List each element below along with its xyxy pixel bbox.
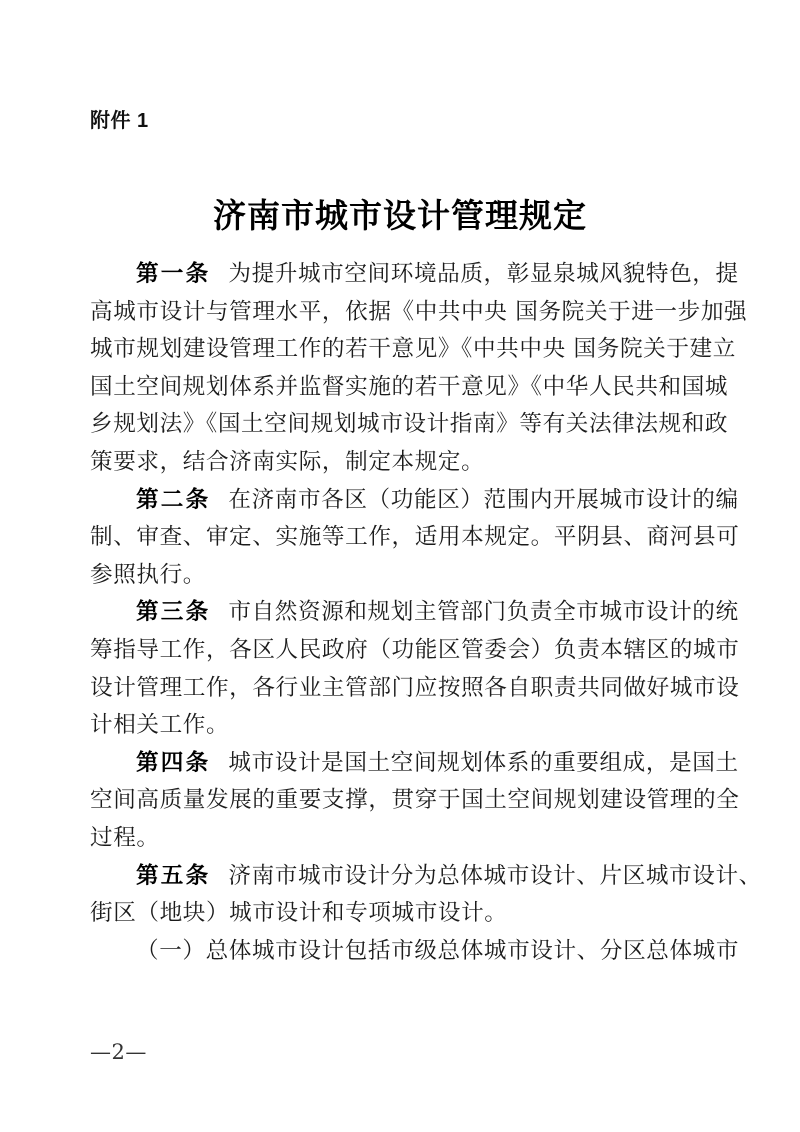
document-text-line: 高城市设计与管理水平，依据《中共中央 国务院关于进一步加强 bbox=[90, 298, 748, 325]
article-label: 第四条 bbox=[136, 749, 211, 776]
document-text-line: 制、审查、审定、实施等工作，适用本规定。平阴县、商河县可 bbox=[90, 524, 740, 551]
article-text: 在济南市各区（功能区）范围内开展城市设计的编 bbox=[228, 486, 739, 513]
document-text-line bbox=[90, 594, 739, 632]
document-text-line: 筹指导工作，各区人民政府（功能区管委会）负责本辖区的城市 bbox=[90, 636, 740, 663]
document-text-line: 街区（地块）城市设计和专项城市设计。 bbox=[90, 900, 508, 927]
document-text-line: 乡规划法》《国土空间规划城市设计指南》等有关法律法规和政 bbox=[90, 411, 729, 438]
document-body bbox=[90, 256, 762, 970]
attachment-label: 附件 1 bbox=[90, 110, 149, 132]
article-label: 第五条 bbox=[136, 862, 211, 889]
document-text-line: 策要求，结合济南实际，制定本规定。 bbox=[90, 448, 485, 475]
article-label: 第一条 bbox=[136, 261, 211, 287]
document-text-line: （一）总体城市设计包括市级总体城市设计、分区总体城市 bbox=[136, 937, 740, 964]
document-text-line: 国土空间规划体系并监督实施的若干意见》《中华人民共和国城 bbox=[90, 373, 729, 400]
page-number-footer: —2— bbox=[90, 1040, 147, 1064]
document-text-line: 过程。 bbox=[90, 824, 160, 851]
document-text-line: 城市规划建设管理工作的若干意见》《中共中央 国务院关于建立 bbox=[90, 336, 736, 363]
article-text: 为提升城市空间环境品质，彰显泉城风貌特色，提 bbox=[228, 261, 739, 287]
document-text-line bbox=[90, 256, 739, 294]
article-label: 第三条 bbox=[136, 599, 211, 626]
document-text-line bbox=[90, 858, 762, 896]
document-text-line bbox=[90, 482, 739, 520]
document-text-line: 空间高质量发展的重要支撑，贯穿于国土空间规划建设管理的全 bbox=[90, 787, 740, 814]
page-title: 济南市城市设计管理规定 bbox=[213, 196, 587, 236]
article-label: 第二条 bbox=[136, 486, 211, 513]
document-text-line: 参照执行。 bbox=[90, 561, 206, 588]
document-text-line: 计相关工作。 bbox=[90, 712, 230, 739]
document-text-line bbox=[90, 745, 739, 783]
article-text: 市自然资源和规划主管部门负责全市城市设计的统 bbox=[228, 599, 739, 626]
document-text-line: 设计管理工作，各行业主管部门应按照各自职责共同做好城市设 bbox=[90, 674, 740, 701]
article-text: 城市设计是国土空间规划体系的重要组成，是国土 bbox=[228, 749, 739, 776]
article-text: 济南市城市设计分为总体城市设计、片区城市设计、 bbox=[228, 862, 762, 889]
